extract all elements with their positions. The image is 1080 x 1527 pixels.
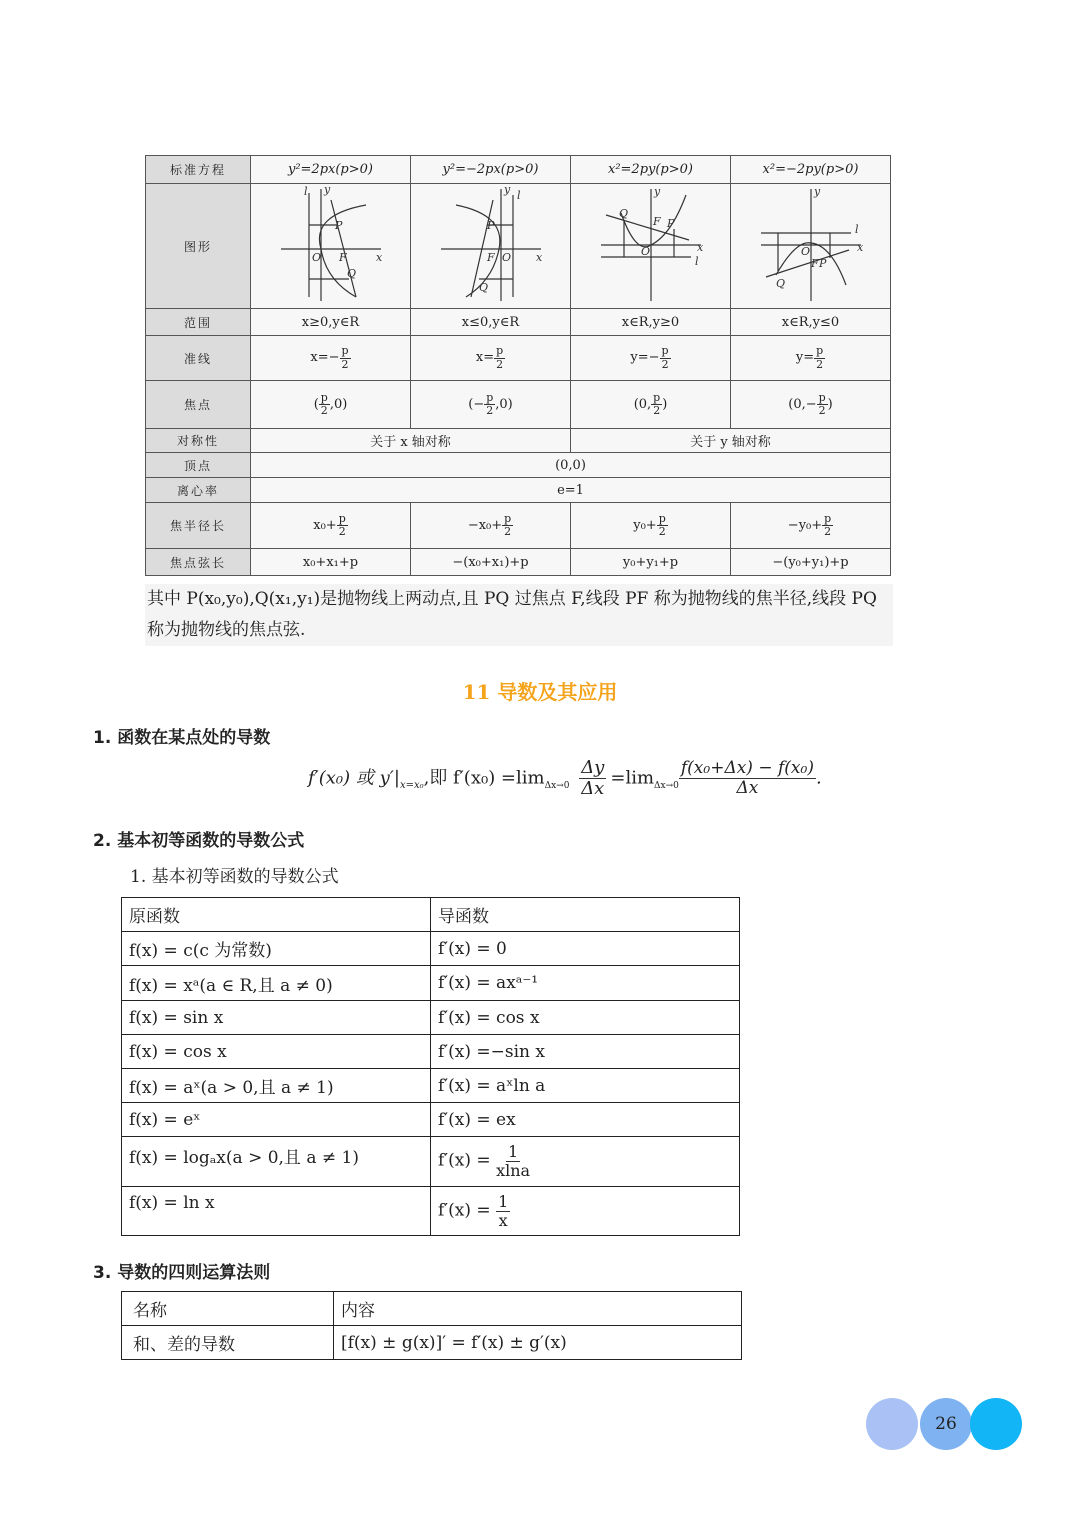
row-label: 焦点弦长: [146, 549, 251, 576]
row-label: 焦点: [146, 381, 251, 429]
focus-text: ,0): [329, 397, 348, 412]
svg-text:P: P: [666, 217, 674, 230]
row-label: 焦半径长: [146, 503, 251, 549]
equation: x²=−2py(p>0): [731, 156, 891, 184]
focus-text: (−: [468, 397, 485, 412]
frac-den: 2: [816, 357, 824, 371]
formula-sub: x=x₀: [399, 779, 424, 791]
subheading: 1. 基本初等函数的导数公式: [130, 867, 339, 887]
row-label: 范围: [146, 309, 251, 336]
focus-text: (0,: [633, 397, 652, 412]
svg-text:y: y: [813, 185, 820, 198]
rule-name: 和、差的导数: [122, 1326, 334, 1360]
chord-length: −(y₀+y₁)+p: [731, 549, 891, 576]
focus: [411, 381, 571, 429]
frac-num: p: [824, 511, 832, 525]
equation: y²=−2px(p>0): [411, 156, 571, 184]
derivative-cell: f′(x) = axᵃ⁻¹: [431, 966, 740, 1001]
focal-radius: [571, 503, 731, 549]
focal-radius: [731, 503, 891, 549]
function-cell: f(x) = sin x: [122, 1001, 431, 1035]
chord-length: y₀+y₁+p: [571, 549, 731, 576]
focal-radius-text: x₀+: [313, 518, 337, 533]
svg-text:F: F: [810, 257, 819, 270]
header-cell: 原函数: [122, 898, 431, 932]
directrix-text: x=: [475, 350, 495, 366]
svg-text:P: P: [486, 219, 494, 232]
range: x≤0,y∈R: [411, 309, 571, 336]
svg-text:Q: Q: [618, 207, 628, 220]
frac-num: p: [341, 344, 349, 358]
frac-den: Δx: [736, 777, 759, 798]
directrix: [411, 336, 571, 381]
svg-text:x: x: [375, 251, 382, 264]
svg-text:O: O: [800, 245, 810, 258]
directrix-text: y=: [795, 350, 815, 366]
svg-text:y: y: [323, 185, 330, 196]
directrix: [731, 336, 891, 381]
row-label: 顶点: [146, 453, 251, 478]
derivative-formula-table: [121, 897, 740, 1236]
function-cell: f(x) = logₐx(a > 0,且 a ≠ 1): [122, 1137, 431, 1187]
eccentricity: e=1: [251, 478, 891, 503]
range: x∈R,y≥0: [571, 309, 731, 336]
frac-den: 2: [653, 404, 661, 417]
directrix: [251, 336, 411, 381]
frac-num: p: [653, 390, 661, 404]
heading-1: 1. 函数在某点处的导数: [93, 728, 271, 748]
equation: y²=2px(p>0): [251, 156, 411, 184]
page-badge-right: [970, 1398, 1022, 1450]
frac-den: 2: [504, 525, 512, 538]
focus-text: ): [827, 397, 833, 412]
svg-text:O: O: [640, 245, 650, 258]
directrix-text: y=−: [630, 350, 660, 366]
frac-num: p: [816, 344, 824, 358]
frac-num: p: [504, 511, 512, 525]
table-caption: 其中 P(x₀,y₀),Q(x₁,y₁)是抛物线上两动点,且 PQ 过焦点 F,线段 PF 称为抛物线的焦半径,线段 PQ 称为抛物线的焦点弦.: [145, 584, 893, 646]
focus-text: (: [313, 397, 319, 412]
frac-den: 2: [496, 357, 504, 371]
row-label: 图形: [146, 184, 251, 309]
svg-text:P: P: [334, 219, 342, 232]
frac-num: 1: [507, 1142, 519, 1162]
graph-down-opening: [731, 184, 891, 309]
svg-text:x: x: [696, 241, 703, 254]
svg-text:F: F: [652, 215, 661, 228]
directrix: [571, 336, 731, 381]
frac-num: p: [320, 390, 328, 404]
vertex: (0,0): [251, 453, 891, 478]
frac-den: 2: [824, 525, 832, 538]
svg-text:O: O: [501, 251, 511, 264]
focus: [731, 381, 891, 429]
formula-text: =lim: [610, 767, 655, 789]
frac-num: Δy: [581, 757, 605, 778]
focus: [571, 381, 731, 429]
section-title: 11 导数及其应用: [462, 680, 618, 704]
symmetry: 关于 y 轴对称: [571, 429, 891, 453]
function-cell: f(x) = xᵃ(a ∈ R,且 a ≠ 0): [122, 966, 431, 1001]
svg-text:P: P: [818, 257, 826, 270]
derivative-definition-formula: [308, 758, 822, 799]
row-label: 准线: [146, 336, 251, 381]
function-cell: f(x) = aˣ(a > 0,且 a ≠ 1): [122, 1069, 431, 1103]
derivative-cell: f′(x) = aˣln a: [431, 1069, 740, 1103]
function-cell: f(x) = eˣ: [122, 1103, 431, 1137]
frac-num: p: [818, 390, 826, 404]
focal-radius-text: y₀+: [633, 518, 657, 533]
formula-text: .: [815, 767, 822, 789]
frac-den: 2: [341, 357, 349, 371]
graph-left-opening: [411, 184, 571, 309]
function-cell: f(x) = c(c 为常数): [122, 932, 431, 966]
row-label: 离心率: [146, 478, 251, 503]
derivative-cell: [431, 1187, 740, 1236]
frac-num: p: [658, 511, 666, 525]
focal-radius: [411, 503, 571, 549]
header-cell: 内容: [334, 1292, 742, 1326]
function-cell: f(x) = cos x: [122, 1035, 431, 1069]
frac-den: xlna: [496, 1161, 531, 1180]
focus-text: ): [662, 397, 668, 412]
svg-text:l: l: [303, 185, 308, 198]
svg-text:Q: Q: [775, 277, 785, 290]
derivative-cell: f′(x) =−sin x: [431, 1035, 740, 1069]
frac-num: p: [661, 344, 669, 358]
focal-radius-text: −x₀+: [467, 518, 503, 533]
derivative-cell: [431, 1137, 740, 1187]
parabola-properties-table: [145, 155, 891, 576]
row-label: 标准方程: [146, 156, 251, 184]
focus: [251, 381, 411, 429]
svg-text:l: l: [854, 223, 859, 236]
page-number: 26: [920, 1398, 972, 1450]
derivative-cell: f′(x) = ex: [431, 1103, 740, 1137]
chord-length: x₀+x₁+p: [251, 549, 411, 576]
header-cell: 导函数: [431, 898, 740, 932]
svg-text:l: l: [694, 255, 699, 268]
frac-num: p: [486, 390, 494, 404]
frac-den: 2: [320, 404, 328, 417]
frac-den: 2: [658, 525, 666, 538]
frac-den: 2: [818, 404, 826, 417]
svg-text:x: x: [856, 241, 863, 254]
derivative-cell: f′(x) = 0: [431, 932, 740, 966]
svg-text:y: y: [653, 185, 660, 198]
frac-num: p: [496, 344, 504, 358]
symmetry: 关于 x 轴对称: [251, 429, 571, 453]
derivative-text: f′(x) =: [438, 1151, 491, 1171]
lim-sub: Δx→0: [544, 780, 570, 791]
lim-sub: Δx→0: [654, 780, 679, 791]
header-cell: 名称: [122, 1292, 334, 1326]
svg-text:y: y: [503, 185, 510, 196]
operation-rules-table: [121, 1291, 742, 1360]
heading-2: 2. 基本初等函数的导数公式: [93, 831, 305, 851]
focal-radius: [251, 503, 411, 549]
frac-den: 2: [661, 357, 669, 371]
graph-up-opening: [571, 184, 731, 309]
frac-num: p: [338, 511, 346, 525]
row-label: 对称性: [146, 429, 251, 453]
heading-3: 3. 导数的四则运算法则: [93, 1263, 271, 1283]
svg-text:Q: Q: [346, 267, 356, 280]
formula-text: f′(x₀) 或 y′|: [308, 767, 400, 789]
rule-content: [f(x) ± g(x)]′ = f′(x) ± g′(x): [334, 1326, 742, 1360]
equation: x²=2py(p>0): [571, 156, 731, 184]
range: x∈R,y≤0: [731, 309, 891, 336]
frac-num: f(x₀+Δx) − f(x₀): [680, 758, 814, 779]
svg-text:F: F: [486, 251, 495, 264]
formula-text: ,即 f′(x₀) =lim: [423, 767, 545, 789]
svg-text:O: O: [311, 251, 321, 264]
page-badge-left: [866, 1398, 918, 1450]
derivative-cell: f′(x) = cos x: [431, 1001, 740, 1035]
frac-den: Δx: [581, 777, 605, 799]
function-cell: f(x) = ln x: [122, 1187, 431, 1236]
svg-text:Q: Q: [478, 281, 488, 294]
svg-text:F: F: [338, 251, 347, 264]
frac-num: 1: [498, 1191, 509, 1211]
derivative-text: f′(x) =: [438, 1200, 491, 1221]
focus-text: ,0): [495, 397, 513, 412]
focus-text: (0,−: [788, 397, 817, 412]
range: x≥0,y∈R: [251, 309, 411, 336]
frac-den: x: [498, 1210, 508, 1230]
frac-den: 2: [486, 404, 494, 417]
svg-text:x: x: [535, 251, 542, 264]
frac-den: 2: [338, 525, 346, 538]
chord-length: −(x₀+x₁)+p: [411, 549, 571, 576]
graph-right-opening: [251, 184, 411, 309]
svg-text:l: l: [516, 189, 521, 202]
focal-radius-text: −y₀+: [787, 518, 823, 533]
directrix-text: x=−: [310, 350, 340, 366]
